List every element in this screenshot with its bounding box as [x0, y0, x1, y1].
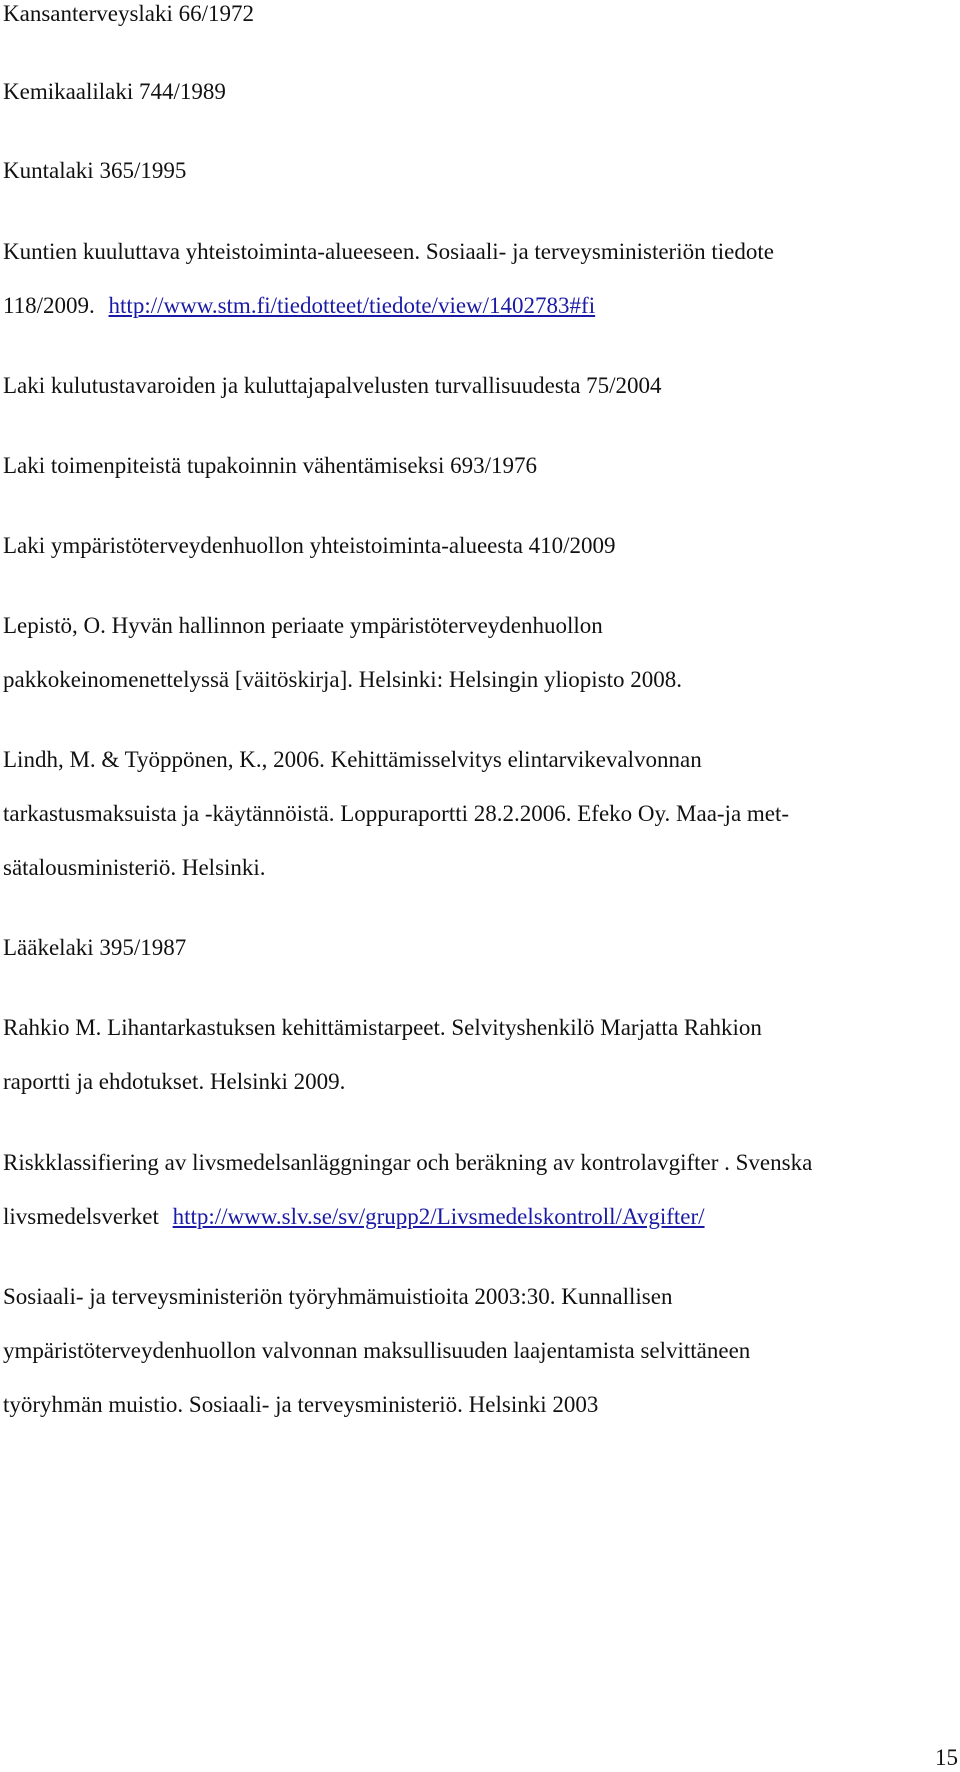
reference-line [3, 934, 186, 962]
reference-text: Kuntien kuuluttava yhteistoiminta-alueeseen. Sosiaali- ja terveysministeriön tiedote [3, 239, 774, 264]
reference-line [3, 157, 186, 185]
reference-line [3, 78, 226, 106]
reference-text: Laki kulutustavaroiden ja kuluttajapalvelusten turvallisuudesta 75/2004 [3, 373, 662, 398]
reference-line [3, 746, 702, 774]
reference-text: Riskklassifiering av livsmedelsanläggningar och beräkning av kontrolavgifter . Svenska [3, 1150, 813, 1175]
reference-line [3, 666, 682, 694]
reference-text: tarkastusmaksuista ja -käytännöistä. Loppuraportti 28.2.2006. Efeko Oy. Maa-ja met- [3, 801, 790, 826]
reference-line [3, 1283, 672, 1311]
page-number: 15 [935, 1745, 958, 1770]
reference-line [3, 292, 595, 320]
reference-line [3, 1068, 345, 1096]
reference-line [3, 238, 774, 266]
reference-text: Lindh, M. & Työppönen, K., 2006. Kehittämisselvitys elintarvikevalvonnan [3, 747, 702, 772]
reference-link[interactable]: http://www.slv.se/sv/grupp2/Livsmedelskontroll/Avgifter/ [172, 1204, 705, 1229]
reference-text: Lepistö, O. Hyvän hallinnon periaate ympäristöterveydenhuollon [3, 613, 603, 638]
reference-line [3, 0, 254, 28]
reference-text: Sosiaali- ja terveysministeriön työryhmämuistioita 2003:30. Kunnallisen [3, 1284, 673, 1309]
reference-text: Kansanterveyslaki 66/1972 [3, 1, 255, 26]
reference-text: livsmedelsverket [3, 1204, 159, 1229]
reference-text: Laki ympäristöterveydenhuollon yhteistoiminta-alueesta 410/2009 [3, 533, 616, 558]
reference-text: raportti ja ehdotukset. Helsinki 2009. [3, 1069, 346, 1094]
reference-line [3, 372, 662, 400]
reference-text: sätalousministeriö. Helsinki. [3, 855, 266, 880]
reference-line [3, 1149, 812, 1177]
reference-line [3, 612, 603, 640]
reference-line [3, 1014, 762, 1042]
reference-text: Lääkelaki 395/1987 [3, 935, 187, 960]
reference-line [3, 1203, 705, 1231]
reference-text: Kuntalaki 365/1995 [3, 158, 187, 183]
reference-text: ympäristöterveydenhuollon valvonnan maksullisuuden laajentamista selvittäneen [3, 1338, 751, 1363]
reference-text: pakkokeinomenettelyssä [väitöskirja]. Helsinki: Helsingin yliopisto 2008. [3, 667, 683, 692]
reference-text: 118/2009. [3, 293, 95, 318]
reference-line [3, 1337, 750, 1365]
reference-line [3, 532, 616, 560]
reference-line [3, 452, 537, 480]
reference-link[interactable]: http://www.stm.fi/tiedotteet/tiedote/view/1402783#fi [108, 293, 596, 318]
reference-text: Laki toimenpiteistä tupakoinnin vähentämiseksi 693/1976 [3, 453, 538, 478]
reference-line [3, 854, 266, 882]
reference-line [3, 1391, 598, 1419]
reference-line [3, 800, 789, 828]
reference-text: Kemikaalilaki 744/1989 [3, 79, 226, 104]
reference-text: työryhmän muistio. Sosiaali- ja terveysministeriö. Helsinki 2003 [3, 1392, 599, 1417]
reference-text: Rahkio M. Lihantarkastuksen kehittämistarpeet. Selvityshenkilö Marjatta Rahkion [3, 1015, 762, 1040]
